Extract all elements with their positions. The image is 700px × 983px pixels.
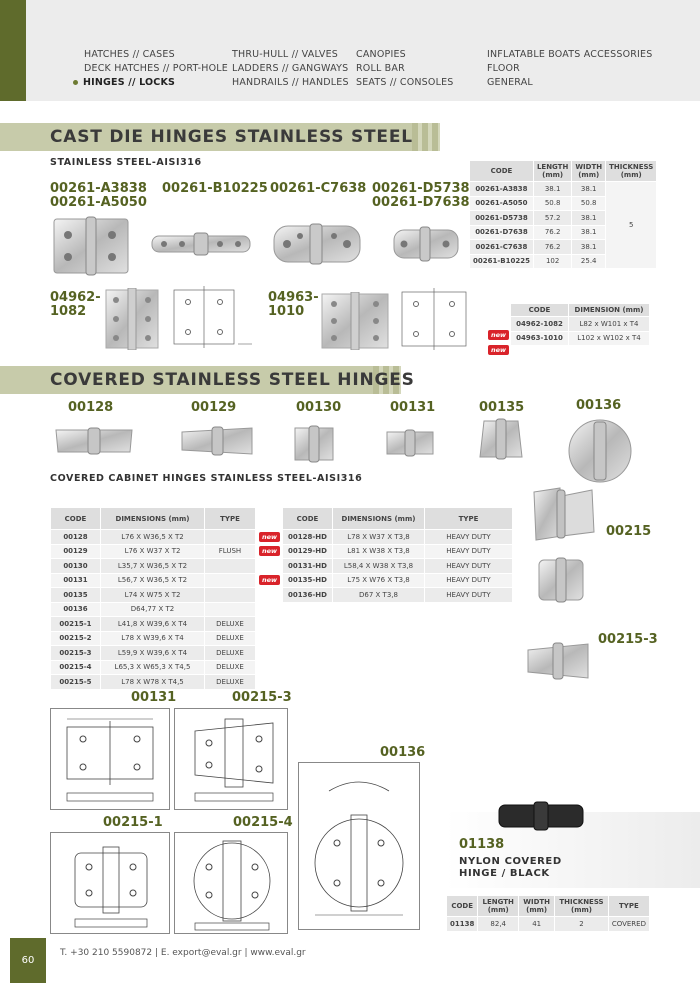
hinge-a3838-image xyxy=(52,213,132,277)
hinge-c7638-image xyxy=(272,222,362,266)
product-code-label: 01138 xyxy=(459,837,505,852)
product-code-label: 04962- 1082 xyxy=(50,290,101,319)
thickness-cell: 5 xyxy=(606,182,657,269)
nav-link-roll-bar[interactable]: ROLL BAR xyxy=(356,63,405,74)
table-row: 00215-4 L65,3 X W65,3 X T4,5 DELUXE xyxy=(51,660,256,675)
section-subtitle-aisi316: STAINLESS STEEL-AISI316 xyxy=(50,157,202,168)
new-badge: new xyxy=(488,345,509,355)
product-code-label: 00215-3 xyxy=(598,632,658,647)
hinge-00215-3-image xyxy=(524,640,592,682)
drawing-label: 00215-4 xyxy=(233,815,293,830)
page-number: 60 xyxy=(10,938,46,983)
top-accent-strip xyxy=(0,0,26,101)
nav-link-hinges[interactable]: HINGES // LOCKS xyxy=(73,76,228,90)
product-code-label: 00215 xyxy=(606,524,652,539)
table-header: THICKNESS (mm) xyxy=(555,896,609,917)
table-row: 00136-HD D67 X T3,8 HEAVY DUTY xyxy=(283,588,513,603)
cast-die-spec-table xyxy=(469,160,657,269)
hinge-00130-image xyxy=(292,424,336,464)
table-row: 00128 L76 X W36,5 X T2 xyxy=(51,530,256,545)
nav-column-1 xyxy=(84,48,228,90)
product-code-label: 00129 xyxy=(191,400,237,415)
active-dot-icon xyxy=(73,80,78,85)
product-code-label: 00128 xyxy=(68,400,114,415)
table-header: CODE xyxy=(470,161,534,182)
table-row: 01138 82,4 41 2 COVERED xyxy=(447,917,650,932)
table-row: 00136 D64,77 X T2 xyxy=(51,602,256,617)
hinge-00135-image xyxy=(478,417,524,461)
drawing-00215-1 xyxy=(50,832,170,934)
drawing-00136 xyxy=(298,762,420,930)
hinge-00128-image xyxy=(52,424,136,458)
table-row: 00131 L56,7 X W36,5 X T2 xyxy=(51,573,256,588)
table-row: 00128-HD L78 X W37 X T3,8 HEAVY DUTY xyxy=(283,530,513,545)
product-code-label: 00136 xyxy=(576,398,622,413)
table-row: 00130 L35,7 X W36,5 X T2 xyxy=(51,559,256,574)
nav-link-general[interactable]: GENERAL xyxy=(487,77,533,88)
table-header: TYPE xyxy=(425,508,513,530)
nylon-hinge-table xyxy=(446,895,650,932)
table-row: 00215-2 L78 X W39,6 X T4 DELUXE xyxy=(51,631,256,646)
nav-link-deck-hatches[interactable]: DECK HATCHES // PORT-HOLE xyxy=(84,63,228,74)
product-code-label: 00261-B10225 xyxy=(162,181,268,196)
hinge-00215-image xyxy=(536,556,586,604)
nav-column-2 xyxy=(232,48,349,90)
table-header: WIDTH (mm) xyxy=(519,896,555,917)
nav-link-ladders[interactable]: LADDERS // GANGWAYS xyxy=(232,63,349,74)
table-header: CODE xyxy=(51,508,101,530)
table-row: 00261-A5050 50.8 50.8 xyxy=(470,196,657,211)
nav-link-seats[interactable]: SEATS // CONSOLES xyxy=(356,77,454,88)
table-header: WIDTH (mm) xyxy=(572,161,606,182)
hinge-01138-image xyxy=(496,799,586,833)
table-header: TYPE xyxy=(205,508,256,530)
hinge-b10225-image xyxy=(150,230,252,258)
table-row: 00215-5 L78 X W78 X T4,5 DELUXE xyxy=(51,675,256,690)
hinge-dimension-table xyxy=(510,303,650,346)
covered-hinges-table xyxy=(50,507,256,690)
table-row: 00261-D7638 76.2 38.1 xyxy=(470,225,657,240)
table-row: 00131-HD L58,4 X W38 X T3,8 HEAVY DUTY xyxy=(283,559,513,574)
hinge-00136-image xyxy=(566,418,634,484)
table-header: CODE xyxy=(447,896,478,917)
product-code-label: 00261-D5738 00261-D7638 xyxy=(372,181,470,210)
table-header: LENGTH (mm) xyxy=(533,161,571,182)
drawing-00131 xyxy=(50,708,170,810)
table-row: 00215-3 L59,9 X W39,6 X T4 DELUXE xyxy=(51,646,256,661)
new-badge: new xyxy=(259,575,280,585)
product-code-label: 00131 xyxy=(390,400,436,415)
table-row: 00215-1 L41,8 X W39,6 X T4 DELUXE xyxy=(51,617,256,632)
hinge-04963-drawing xyxy=(392,282,482,354)
heavy-duty-hinges-table xyxy=(282,507,513,603)
nav-column-3 xyxy=(356,48,454,90)
table-row: 00135-HD L75 X W76 X T3,8 HEAVY DUTY xyxy=(283,573,513,588)
drawing-label: 00215-3 xyxy=(232,690,292,705)
section-subtitle-cabinet: COVERED CABINET HINGES STAINLESS STEEL-AISI316 xyxy=(50,473,363,484)
hinge-04963-image xyxy=(320,292,390,350)
section-title-cast-die: CAST DIE HINGES STAINLESS STEEL xyxy=(50,127,413,147)
product-code-label: 00261-A3838 00261-A5050 xyxy=(50,181,147,210)
new-badge: new xyxy=(259,532,280,542)
table-row: 04962-1082 L82 x W101 x T4 xyxy=(511,317,650,332)
table-row: 00261-B10225 102 25.4 xyxy=(470,254,657,269)
table-row: 04963-1010 L102 x W102 x T4 xyxy=(511,331,650,346)
table-header: LENGTH (mm) xyxy=(478,896,519,917)
table-row: 00135 L74 X W75 X T2 xyxy=(51,588,256,603)
hinge-00129-image xyxy=(178,424,256,458)
footer-contact: T. +30 210 5590872 | E. export@eval.gr | www.eval.gr xyxy=(60,948,306,958)
table-header: TYPE xyxy=(608,896,649,917)
product-code-label: 00261-C7638 xyxy=(270,181,367,196)
table-header: THICKNESS (mm) xyxy=(606,161,657,182)
product-code-label: 04963- 1010 xyxy=(268,290,319,319)
drawing-label: 00215-1 xyxy=(103,815,163,830)
table-header: CODE xyxy=(511,304,569,317)
section-title-covered: COVERED STAINLESS STEEL HINGES xyxy=(50,370,415,390)
product-code-label: 00135 xyxy=(479,400,525,415)
table-row: 00261-D5738 57.2 38.1 xyxy=(470,211,657,226)
hinge-d5738-image xyxy=(392,224,460,264)
nav-column-4 xyxy=(487,48,653,90)
table-header: DIMENSIONS (mm) xyxy=(333,508,425,530)
new-badge: new xyxy=(488,330,509,340)
product-code-label: 00130 xyxy=(296,400,342,415)
nav-link-hatches[interactable]: HATCHES // CASES xyxy=(84,49,175,60)
nav-link-handrails[interactable]: HANDRAILS // HANDLES xyxy=(232,77,349,88)
hinge-00215-open-image xyxy=(526,486,598,542)
table-row: 00261-A3838 38.1 38.1 5 xyxy=(470,182,657,197)
drawing-00215-4 xyxy=(174,832,288,934)
drawing-label: 00131 xyxy=(131,690,177,705)
table-row: 00129-HD L81 X W38 X T3,8 HEAVY DUTY xyxy=(283,544,513,559)
nav-link-floor[interactable]: FLOOR xyxy=(487,63,520,74)
nav-link-inflatable[interactable]: INFLATABLE BOATS ACCESSORIES xyxy=(487,49,653,60)
table-header: CODE xyxy=(283,508,333,530)
hinge-04962-drawing xyxy=(164,280,254,354)
nav-link-canopies[interactable]: CANOPIES xyxy=(356,49,406,60)
drawing-label: 00136 xyxy=(380,745,426,760)
table-header: DIMENSION (mm) xyxy=(569,304,650,317)
drawing-00215-3 xyxy=(174,708,288,810)
nav-link-thru-hull[interactable]: THRU-HULL // VALVES xyxy=(232,49,339,60)
table-header: DIMENSIONS (mm) xyxy=(101,508,205,530)
table-row: 00261-C7638 76.2 38.1 xyxy=(470,240,657,255)
nylon-hinge-title: NYLON COVERED HINGE / BLACK xyxy=(459,856,562,879)
table-row: 00129 L76 X W37 X T2 FLUSH xyxy=(51,544,256,559)
hinge-00131-image xyxy=(384,426,436,458)
hinge-04962-image xyxy=(104,288,160,350)
new-badge: new xyxy=(259,546,280,556)
